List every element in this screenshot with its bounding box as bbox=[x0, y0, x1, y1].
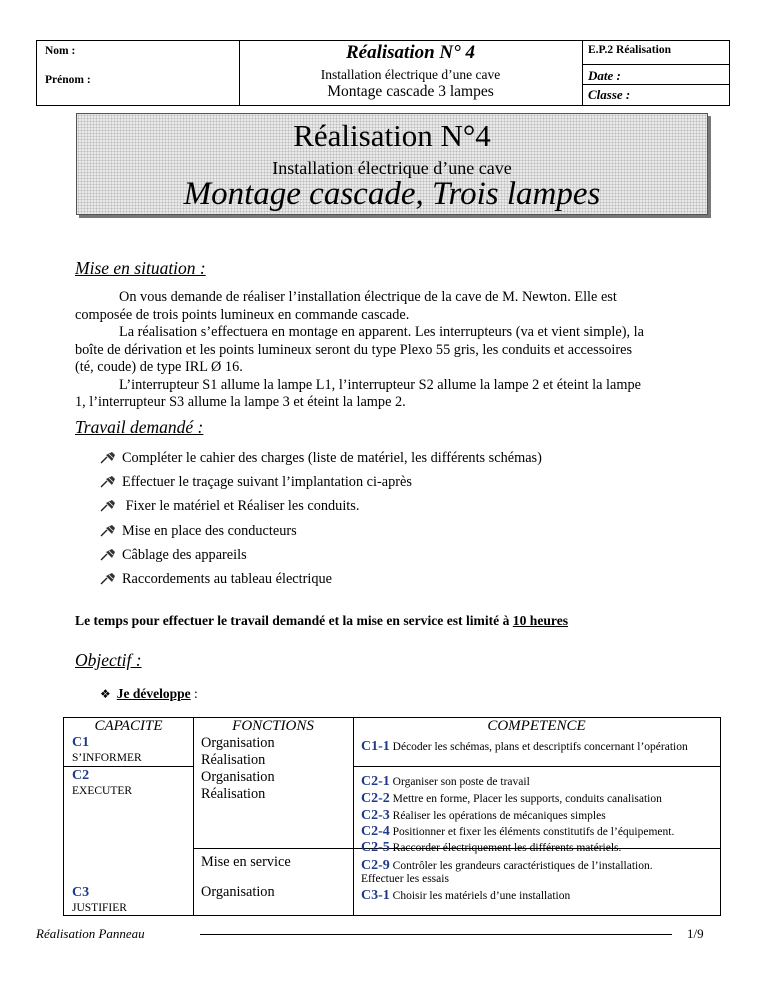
time-limit-value: 10 heures bbox=[512, 613, 569, 628]
pushpin-bullet-icon bbox=[100, 451, 116, 465]
competence-code: C1-1 bbox=[361, 739, 390, 754]
fonction-item: Réalisation bbox=[201, 752, 266, 768]
list-item bbox=[100, 547, 542, 571]
diamond-bullet-icon: ❖ bbox=[100, 687, 111, 701]
competence-code: C2-1 bbox=[361, 774, 390, 789]
ep-label: E.P.2 Réalisation bbox=[583, 41, 729, 65]
competence-code: C2-2 bbox=[361, 791, 390, 806]
pushpin-bullet-icon bbox=[100, 499, 116, 513]
competence-text: Organiser son poste de travail bbox=[389, 776, 530, 788]
header-competence: COMPETENCE bbox=[487, 718, 586, 734]
capacite-c1: C1 bbox=[72, 735, 90, 750]
capacite-c2: C2 bbox=[72, 768, 90, 783]
date-label: Date : bbox=[583, 65, 729, 85]
classe-label: Classe : bbox=[588, 87, 631, 102]
paragraph-line: On vous demande de réaliser l’installation électrique de la cave de M. Newton. Elle est bbox=[119, 289, 617, 305]
je-developpe-line bbox=[100, 686, 198, 702]
capacite-c3-label: JUSTIFIER bbox=[72, 902, 127, 914]
capacite-c2-label: EXECUTER bbox=[72, 785, 133, 797]
competence-text: Mettre en forme, Placer les supports, conduits canalisation bbox=[389, 793, 662, 805]
competence-text: Contrôler les grandeurs caractéristiques de l’installation. bbox=[389, 860, 653, 872]
header-title: Réalisation N° 4 bbox=[345, 42, 475, 63]
task-list bbox=[100, 450, 542, 595]
column-divider bbox=[193, 718, 194, 915]
footer-title: Réalisation Panneau bbox=[36, 926, 145, 941]
paragraph-line: boîte de dérivation et les points lumineux seront du type Plexo 55 gris, les conduits et accessoires bbox=[75, 341, 633, 358]
nom-label: Nom : bbox=[45, 45, 76, 57]
student-cell bbox=[37, 41, 240, 105]
list-item bbox=[100, 450, 542, 474]
mise-en-situation-heading: Mise en situation : bbox=[75, 258, 206, 278]
banner-title: Réalisation N°4 bbox=[293, 118, 491, 153]
competence-row bbox=[361, 886, 570, 904]
paragraph-line: composée de trois points lumineux en commande cascade. bbox=[75, 306, 410, 323]
competence-text: Effectuer les essais bbox=[361, 873, 449, 885]
competence-row bbox=[361, 789, 662, 807]
competence-code: C2-4 bbox=[361, 824, 390, 839]
title-cell bbox=[239, 41, 583, 105]
prenom-label: Prénom : bbox=[45, 74, 91, 86]
fonction-item: Organisation bbox=[201, 735, 275, 751]
header-subtitle-1: Installation électrique d’une cave bbox=[320, 67, 501, 82]
task-text: Compléter le cahier des charges (liste de matériel, les différents schémas) bbox=[122, 450, 542, 466]
paragraph-line: (té, coude) de type IRL Ø 16. bbox=[75, 359, 243, 375]
fonction-item: Organisation bbox=[201, 884, 275, 900]
fonction-item: Organisation bbox=[201, 769, 275, 785]
task-text: Fixer le matériel et Réaliser les conduits. bbox=[122, 498, 360, 515]
pushpin-bullet-icon bbox=[100, 548, 116, 562]
competence-text: Réaliser les opérations de mécaniques simples bbox=[389, 810, 606, 822]
header-subtitle-2: Montage cascade 3 lampes bbox=[327, 83, 494, 100]
task-text: Câblage des appareils bbox=[122, 546, 247, 563]
footer-rule bbox=[200, 934, 672, 935]
paragraph-line: La réalisation s’effectuera en montage en apparent. Les interrupteurs (va et vient simple), la bbox=[119, 324, 644, 340]
competence-text: Positionner et fixer les éléments constitutifs de l’équipement. bbox=[389, 826, 675, 838]
paragraph-line: 1, l’interrupteur S3 allume la lampe 3 et éteint la lampe 2. bbox=[75, 394, 406, 410]
task-text: Raccordements au tableau électrique bbox=[122, 570, 332, 587]
competence-row bbox=[361, 737, 688, 755]
competence-code: C3-1 bbox=[361, 888, 390, 903]
competence-text: Raccorder électriquement les différents matériels. bbox=[389, 842, 622, 854]
competence-table bbox=[63, 717, 721, 916]
competence-row bbox=[361, 856, 653, 874]
competence-row bbox=[361, 772, 530, 790]
header-fonctions: FONCTIONS bbox=[232, 718, 314, 734]
pushpin-bullet-icon bbox=[100, 524, 116, 538]
competence-text: Décoder les schémas, plans et descriptifs concernant l’opération bbox=[389, 741, 688, 753]
list-item bbox=[100, 474, 542, 498]
list-item bbox=[100, 523, 542, 547]
task-text: Effectuer le traçage suivant l’implantation ci-après bbox=[122, 474, 412, 491]
competence-code: C2-9 bbox=[361, 858, 390, 873]
banner-subtitle: Installation électrique d’une cave bbox=[272, 158, 512, 178]
competence-row bbox=[361, 838, 621, 856]
fonction-item: Mise en service bbox=[201, 854, 291, 870]
colon-text: : bbox=[190, 686, 198, 701]
pushpin-bullet-icon bbox=[100, 572, 116, 586]
header-capacite: CAPACITE bbox=[94, 718, 163, 734]
competence-code: C2-5 bbox=[361, 840, 390, 855]
paragraph-line: L’interrupteur S1 allume la lampe L1, l’interrupteur S2 allume la lampe 2 et éteint la lampe bbox=[119, 376, 641, 393]
list-item bbox=[100, 571, 542, 595]
competence-code: C2-3 bbox=[361, 808, 390, 823]
objectif-heading: Objectif : bbox=[75, 650, 142, 670]
mise-en-situation-text bbox=[75, 289, 735, 412]
list-item bbox=[100, 498, 542, 522]
time-limit-note bbox=[75, 613, 568, 629]
title-banner bbox=[76, 113, 708, 215]
meta-cell bbox=[583, 41, 729, 105]
header-table bbox=[36, 40, 730, 106]
travail-demande-heading: Travail demandé : bbox=[75, 417, 204, 437]
pushpin-bullet-icon bbox=[100, 475, 116, 489]
banner-main: Montage cascade, Trois lampes bbox=[183, 176, 601, 212]
task-text: Mise en place des conducteurs bbox=[122, 522, 297, 539]
fonction-item: Réalisation bbox=[201, 786, 266, 802]
capacite-c1-label: S’INFORMER bbox=[72, 752, 142, 764]
capacite-c3: C3 bbox=[72, 885, 90, 900]
page-number: 1/9 bbox=[687, 926, 704, 941]
column-divider bbox=[353, 718, 354, 915]
competence-text: Choisir les matériels d’une installation bbox=[389, 890, 571, 902]
row-divider bbox=[353, 766, 720, 767]
je-developpe-label: Je développe bbox=[116, 686, 191, 701]
time-limit-text: Le temps pour effectuer le travail demandé et la mise en service est limité à bbox=[75, 613, 513, 628]
row-divider bbox=[64, 766, 193, 767]
